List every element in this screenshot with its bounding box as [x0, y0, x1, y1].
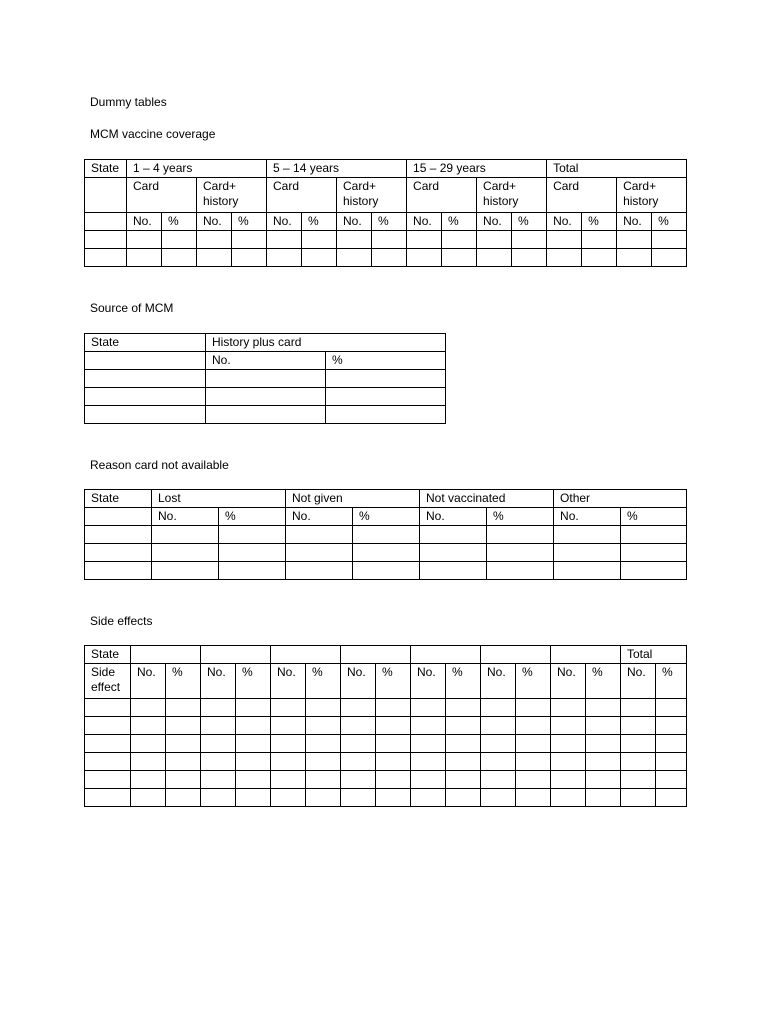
state-header: State: [85, 160, 127, 178]
no-pct-header-row: [85, 352, 446, 370]
card-header: Card: [547, 178, 617, 213]
no-header: No.: [267, 213, 302, 231]
no-pct-header-row: [85, 664, 687, 699]
table-row: [85, 544, 687, 562]
pct-header: %: [166, 664, 201, 699]
pct-header: %: [652, 213, 687, 231]
no-header: No.: [617, 213, 652, 231]
no-pct-header-row: [85, 213, 687, 231]
no-header: No.: [407, 213, 442, 231]
empty-cell: [551, 646, 621, 664]
empty-cell: [481, 646, 551, 664]
reason-header: Lost: [152, 490, 286, 508]
pct-header: %: [232, 213, 267, 231]
age-group-header: 15 – 29 years: [407, 160, 547, 178]
pct-header: %: [162, 213, 197, 231]
card-header: Card: [407, 178, 477, 213]
no-header: No.: [621, 664, 656, 699]
no-header: No.: [206, 352, 326, 370]
card-history-header: Card+ history: [477, 178, 547, 213]
empty-cell: [201, 646, 271, 664]
reason-header: Not given: [286, 490, 420, 508]
pct-header: %: [442, 213, 477, 231]
heading-side-effects: Side effects: [90, 614, 153, 628]
table-row: [85, 771, 687, 789]
no-header: No.: [341, 664, 376, 699]
pct-header: %: [656, 664, 687, 699]
table-row: [85, 388, 446, 406]
heading-reason: Reason card not available: [90, 458, 229, 472]
reason-table: [84, 489, 687, 580]
table-row: [85, 370, 446, 388]
pct-header: %: [512, 213, 547, 231]
title-dummy-tables: Dummy tables: [90, 95, 167, 109]
table-row: [85, 753, 687, 771]
age-group-header: 5 – 14 years: [267, 160, 407, 178]
no-header: No.: [286, 508, 353, 526]
table-row: [85, 699, 687, 717]
card-header: Card: [127, 178, 197, 213]
side-effect-header: Side effect: [85, 664, 131, 699]
pct-header: %: [621, 508, 687, 526]
no-pct-header-row: [85, 508, 687, 526]
state-header: State: [85, 646, 131, 664]
age-group-header: 1 – 4 years: [127, 160, 267, 178]
age-group-header: Total: [547, 160, 687, 178]
no-header: No.: [477, 213, 512, 231]
table-row: [85, 735, 687, 753]
no-header: No.: [271, 664, 306, 699]
empty-cell: [85, 213, 127, 231]
pct-header: %: [372, 213, 407, 231]
empty-cell: [85, 178, 127, 213]
card-history-header: Card+ history: [197, 178, 267, 213]
no-header: No.: [337, 213, 372, 231]
card-history-header: Card+ history: [617, 178, 687, 213]
no-header: No.: [554, 508, 621, 526]
reason-header: Other: [554, 490, 687, 508]
empty-cell: [271, 646, 341, 664]
reason-header: Not vaccinated: [420, 490, 554, 508]
no-header: No.: [127, 213, 162, 231]
no-header: No.: [481, 664, 516, 699]
source-table: [84, 333, 446, 424]
state-header: State: [85, 490, 152, 508]
empty-cell: [85, 508, 152, 526]
table-row: [85, 562, 687, 580]
empty-cell: [341, 646, 411, 664]
empty-cell: [85, 352, 206, 370]
empty-cell: [131, 646, 201, 664]
table-row: [85, 231, 687, 249]
table-row: [85, 789, 687, 807]
pct-header: %: [326, 352, 446, 370]
table-row: [85, 526, 687, 544]
no-header: No.: [201, 664, 236, 699]
card-history-header: Card+ history: [337, 178, 407, 213]
empty-cell: [411, 646, 481, 664]
table-row: [85, 249, 687, 267]
coverage-table: [84, 159, 687, 267]
no-header: No.: [197, 213, 232, 231]
table-row: [85, 406, 446, 424]
no-header: No.: [547, 213, 582, 231]
pct-header: %: [219, 508, 286, 526]
pct-header: %: [306, 664, 341, 699]
no-header: No.: [411, 664, 446, 699]
no-header: No.: [152, 508, 219, 526]
card-header: Card: [267, 178, 337, 213]
pct-header: %: [446, 664, 481, 699]
pct-header: %: [586, 664, 621, 699]
pct-header: %: [353, 508, 420, 526]
pct-header: %: [302, 213, 337, 231]
pct-header: %: [582, 213, 617, 231]
pct-header: %: [236, 664, 271, 699]
heading-vaccine-coverage: MCM vaccine coverage: [90, 127, 216, 141]
side-effects-table: [84, 645, 687, 807]
history-plus-card-header: History plus card: [206, 334, 446, 352]
pct-header: %: [376, 664, 411, 699]
table-row: [85, 717, 687, 735]
heading-source: Source of MCM: [90, 301, 174, 315]
state-header: State: [85, 334, 206, 352]
no-header: No.: [420, 508, 487, 526]
total-header: Total: [621, 646, 687, 664]
no-header: No.: [551, 664, 586, 699]
pct-header: %: [487, 508, 554, 526]
no-header: No.: [131, 664, 166, 699]
pct-header: %: [516, 664, 551, 699]
